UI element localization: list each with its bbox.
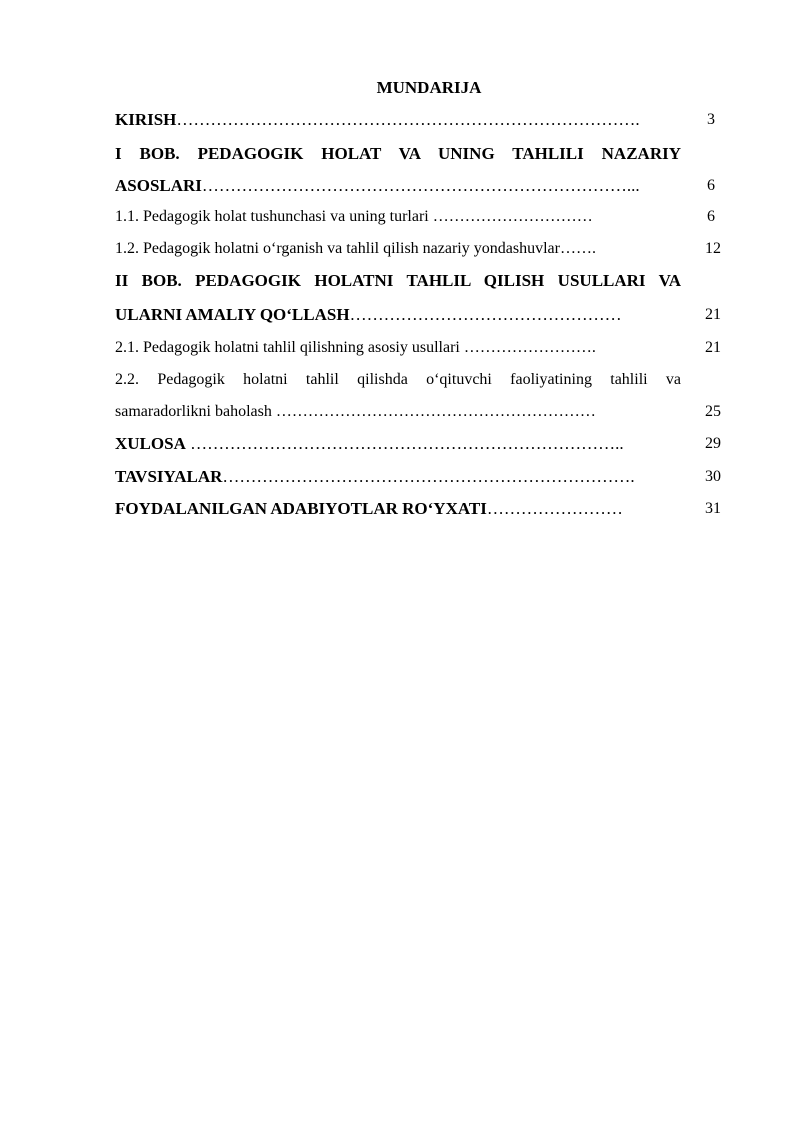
toc-page-number: 29	[705, 435, 721, 452]
toc-page-number: 6	[707, 208, 715, 225]
toc-leader: …………………….	[459, 339, 596, 356]
toc-page-number: 31	[705, 500, 721, 517]
toc-title: MUNDARIJA	[376, 78, 482, 97]
toc-leader: ……………………	[486, 499, 623, 518]
toc-leader: ……………………………………………………	[271, 403, 596, 420]
toc-entry-label: ASOSLARI	[115, 176, 202, 195]
toc-leader: …………………………………………………………………..	[185, 434, 624, 453]
toc-entry-kirish	[115, 108, 680, 132]
toc-leader: ……………………………………………………………………….	[176, 110, 640, 129]
toc-leader: …………………………	[428, 208, 593, 225]
toc-entry-adabiyotlar	[115, 497, 680, 521]
toc-entry-chapter-2	[115, 303, 680, 327]
toc-entry-section-2-1	[115, 336, 690, 360]
toc-leader: …….	[559, 240, 596, 257]
toc-entry-label: ULARNI AMALIY QO‘LLASH	[115, 305, 350, 324]
toc-entry-label: TAVSIYALAR	[115, 467, 223, 486]
toc-page-number: 6	[707, 177, 715, 194]
toc-chapter-1-title-line: I BOB. PEDAGOGIK HOLAT VA UNING TAHLILI NAZARIY	[115, 144, 681, 163]
toc-entry-tavsiyalar	[115, 465, 680, 489]
toc-entry-label: 2.1. Pedagogik holatni tahlil qilishning asosiy usullari	[115, 339, 460, 356]
toc-entry-section-2-2	[115, 400, 680, 424]
toc-page-number: 12	[705, 240, 721, 257]
toc-entry-xulosa	[115, 432, 680, 456]
toc-entry-label: KIRISH	[115, 110, 177, 129]
toc-page-number: 25	[705, 403, 721, 420]
toc-entry-label: FOYDALANILGAN ADABIYOTLAR RO‘YXATI	[115, 499, 487, 518]
toc-entry-chapter-1	[115, 174, 680, 198]
toc-leader: …………………………………………………………………...	[201, 176, 640, 195]
toc-chapter-2-title-line: II BOB. PEDAGOGIK HOLATNI TAHLIL QILISH USULLARI VA	[115, 271, 681, 290]
toc-page-number: 3	[707, 111, 715, 128]
toc-page-number: 30	[705, 468, 721, 485]
toc-leader: ……………………………………………………………….	[222, 467, 635, 486]
toc-page-number: 21	[705, 306, 721, 323]
toc-entry-section-1-1	[115, 205, 680, 229]
toc-entry-label: 1.1. Pedagogik holat tushunchasi va uning turlari	[115, 208, 429, 225]
toc-entry-label: XULOSA	[115, 434, 186, 453]
toc-entry-label: samaradorlikni baholash	[115, 403, 272, 420]
toc-entry-section-1-2	[115, 237, 690, 261]
toc-entry-label: 1.2. Pedagogik holatni o‘rganish va tahlil qilish nazariy yondashuvlar	[115, 240, 560, 257]
toc-page-number: 21	[705, 339, 721, 356]
toc-section-2-2-title-line: 2.2. Pedagogik holatni tahlil qilishda o‘qituvchi faoliyatining tahlili va	[115, 371, 681, 388]
toc-leader: …………………………………………	[349, 305, 622, 324]
